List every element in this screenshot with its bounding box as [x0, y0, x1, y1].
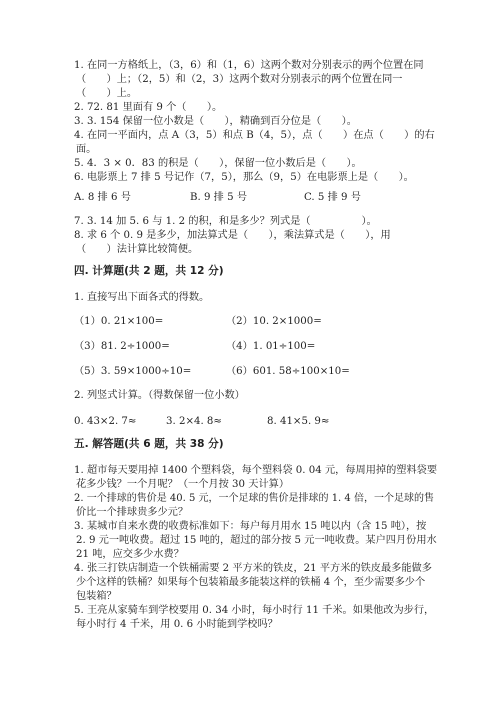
question-1-line-2: （ ）上；（2，5）和（2，3）这两个数对分别表示的两个位置在同一 [76, 74, 403, 85]
calc-expression-2: （2）10. 2×1000= [226, 316, 322, 327]
option-a: A. 8 排 6 号 [74, 192, 131, 203]
problem-1-line-1: 1. 超市每天要用掉 1400 个塑料袋，每个塑料袋 0. 04 元，每周用掉的塑料袋要 [74, 465, 438, 476]
problem-1-line-2: 花多少钱？一个月呢？（一个月按 30 天计算） [76, 479, 290, 490]
question-3: 3. 3. 154 保留一位小数是（ ），精确到百分位是（ ）。 [74, 116, 357, 127]
problem-5-line-1: 5. 王亮从家骑车到学校要用 0. 34 小时，每小时行 11 千米。如果他改为步行， [74, 605, 435, 616]
calc-expression-1: （1）0. 21×100= [74, 316, 164, 327]
problem-3-line-2: 2. 9 元一吨收费。超过 15 吨的，超过的部分按 5 元一吨收费。某户四月份用水 [76, 535, 437, 546]
problem-2-line-1: 2. 一个排球的售价是 40. 5 元，一个足球的售价是排球的 1. 4 倍，一个足球的售 [74, 493, 434, 504]
question-8-line-2: （ ）法计算比较简便。 [76, 244, 199, 255]
question-1-line-1: 1. 在同一方格纸上，（3，6）和（1，6）这两个数对分别表示的两个位置在同 [74, 60, 424, 71]
calc-expression-5: （5）3. 59×1000÷10= [74, 366, 192, 377]
question-4-line-2: 面。 [76, 144, 97, 155]
problem-2-line-2: 价比一个排球贵多少元？ [76, 507, 189, 518]
vertical-calc-3: 8. 41×5. 9≈ [267, 416, 330, 427]
vertical-calc-2: 3. 2×4. 8≈ [166, 416, 222, 427]
question-6: 6. 电影票上 7 排 5 号记作（7，5），那么（9，5）在电影票上是（ ）。 [74, 172, 414, 183]
option-c: C. 5 排 9 号 [304, 192, 361, 203]
problem-3-line-3: 21 吨，应交多少水费？ [76, 549, 184, 560]
calc-expression-6: （6）601. 58÷100×10= [226, 366, 350, 377]
problem-4-line-3: 包装箱？ [76, 591, 117, 602]
question-1-line-3: （ ）上。 [76, 88, 138, 99]
section-5-heading: 五. 解答题(共 6 题，共 38 分) [74, 438, 224, 450]
vertical-calc-1: 0. 43×2. 7≈ [74, 416, 137, 427]
question-5: 5. 4．3 × 0．83 的积是（ ），保留一位小数后是（ ）。 [74, 158, 362, 169]
calc-2-intro: 2. 列竖式计算。（得数保留一位小数） [74, 390, 245, 401]
calc-1-intro: 1. 直接写出下面各式的得数。 [74, 292, 210, 303]
problem-5-line-2: 每小时行 4 千米，用 0. 6 小时能到学校吗？ [76, 619, 278, 630]
question-2: 2. 72. 81 里面有 9 个（ ）。 [74, 102, 223, 113]
calc-expression-4: （4）1. 01÷100= [226, 341, 316, 352]
question-7: 7. 3. 14 加 5. 6 与 1. 2 的积，和是多少？列式是（ ）。 [74, 216, 377, 227]
question-8-line-1: 8. 求 6 个 0. 9 是多少，加法算式是（ ），乘法算式是（ ），用 [74, 230, 391, 241]
section-4-heading: 四. 计算题(共 2 题，共 12 分) [74, 265, 224, 277]
question-4-line-1: 4. 在同一平面内，点 A（3，5）和点 B（4，5），点（ ）在点（ ）的右 [74, 130, 435, 141]
problem-4-line-2: 少个这样的铁桶？如果每个包装箱最多能装这样的铁桶 4 个，至少需要多少个 [76, 577, 426, 588]
problem-4-line-1: 4. 张三打铁店制造一个铁桶需要 2 平方米的铁皮，21 平方米的铁皮最多能做多 [74, 563, 432, 574]
calc-expression-3: （3）81. 2÷1000= [74, 341, 170, 352]
problem-3-line-1: 3. 某城市自来水费的收费标准如下：每户每月用水 15 吨以内（含 15 吨），按 [74, 521, 427, 532]
option-b: B. 9 排 5 号 [190, 192, 248, 203]
